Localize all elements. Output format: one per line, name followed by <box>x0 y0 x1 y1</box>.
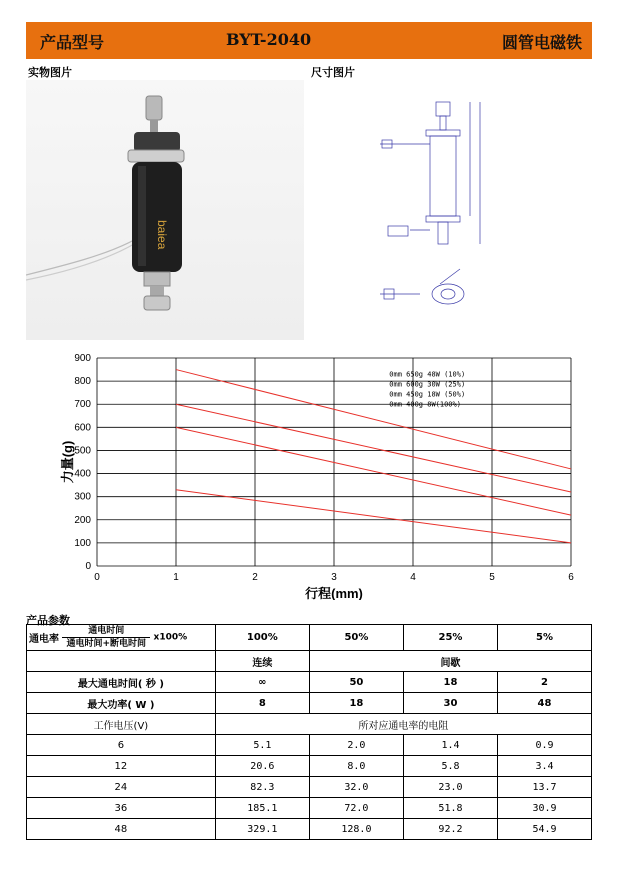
empty-cell <box>27 651 216 672</box>
duty-label-cell <box>27 625 216 651</box>
duty-cell: 50% <box>309 625 403 651</box>
resistance-cell: 13.7 <box>497 777 591 798</box>
time-cell: ∞ <box>215 672 309 693</box>
resistance-cell: 30.9 <box>497 798 591 819</box>
voltage-cell: 48 <box>27 819 216 840</box>
time-cell: 18 <box>403 672 497 693</box>
dimension-section-label: 尺寸图片 <box>311 66 355 79</box>
time-cell: 50 <box>309 672 403 693</box>
resistance-cell: 20.6 <box>215 756 309 777</box>
power-cell: 48 <box>497 693 591 714</box>
resistance-cell: 128.0 <box>309 819 403 840</box>
x-tick-label: 4 <box>410 572 416 583</box>
duty-denominator: 通电时间+断电时间 <box>66 639 147 649</box>
title-banner <box>26 22 592 59</box>
y-tick-label: 100 <box>74 537 91 549</box>
resistance-cell: 51.8 <box>403 798 497 819</box>
resistance-cell: 92.2 <box>403 819 497 840</box>
y-tick-label: 200 <box>74 514 91 526</box>
product-type: 圆管电磁铁 <box>501 33 582 52</box>
y-tick-label: 0 <box>85 561 91 572</box>
spec-table <box>26 624 592 840</box>
legend-entry: 0mm 450g 18W (50%) <box>389 390 466 399</box>
y-tick-label: 400 <box>74 468 91 480</box>
x-tick-label: 2 <box>252 572 258 583</box>
photo-section-label: 实物图片 <box>28 66 72 79</box>
duty-cell: 25% <box>403 625 497 651</box>
series-line <box>176 427 571 515</box>
force-stroke-chart <box>60 350 580 600</box>
params-section-label: 产品参数 <box>26 614 70 627</box>
resistance-cell: 72.0 <box>309 798 403 819</box>
x-tick-label: 5 <box>489 572 495 583</box>
power-cell: 30 <box>403 693 497 714</box>
x-tick-label: 0 <box>94 572 100 583</box>
y-tick-label: 300 <box>74 491 91 503</box>
resistance-cell: 0.9 <box>497 735 591 756</box>
voltage-cell: 12 <box>27 756 216 777</box>
y-tick-label: 900 <box>74 353 91 364</box>
resistance-cell: 23.0 <box>403 777 497 798</box>
y-axis-label: 力量(g) <box>60 440 75 484</box>
series-line <box>176 490 571 543</box>
voltage-header: 工作电压(V) <box>27 714 216 735</box>
y-tick-label: 600 <box>74 422 91 434</box>
resistance-cell: 2.0 <box>309 735 403 756</box>
x-axis-label: 行程(mm) <box>305 586 363 600</box>
dimension-drawing <box>370 84 510 314</box>
power-cell: 18 <box>309 693 403 714</box>
voltage-cell: 24 <box>27 777 216 798</box>
resistance-cell: 185.1 <box>215 798 309 819</box>
resistance-cell: 5.8 <box>403 756 497 777</box>
duty-cell: 100% <box>215 625 309 651</box>
duty-multiplier: x100% <box>153 632 188 643</box>
legend-entry: 0mm 400g 8W(100%) <box>389 400 461 409</box>
max-time-label: 最大通电时间( 秒 ) <box>27 672 216 693</box>
series-line <box>176 404 571 492</box>
resistance-cell: 54.9 <box>497 819 591 840</box>
legend-entry: 0mm 600g 30W (25%) <box>389 380 466 389</box>
resistance-cell: 8.0 <box>309 756 403 777</box>
x-tick-label: 1 <box>173 572 179 583</box>
legend-entry: 0mm 650g 48W (10%) <box>389 370 466 379</box>
mode-continuous: 连续 <box>215 651 309 672</box>
resistance-cell: 1.4 <box>403 735 497 756</box>
duty-label: 通电率 <box>29 634 59 645</box>
resistance-cell: 3.4 <box>497 756 591 777</box>
photo-logo-text: baiea <box>155 220 169 250</box>
resistance-cell: 32.0 <box>309 777 403 798</box>
mode-intermittent: 间歇 <box>309 651 591 672</box>
product-photo <box>26 80 304 340</box>
max-power-label: 最大功率( W ) <box>27 693 216 714</box>
model-number: BYT-2040 <box>226 30 312 49</box>
duty-numerator: 通电时间 <box>62 625 150 638</box>
duty-formula <box>62 625 150 650</box>
voltage-cell: 6 <box>27 735 216 756</box>
y-tick-label: 700 <box>74 399 91 411</box>
series-line <box>176 370 571 469</box>
resistance-header: 所对应通电率的电阻 <box>215 714 591 735</box>
time-cell: 2 <box>497 672 591 693</box>
x-tick-label: 6 <box>568 572 574 583</box>
duty-cell: 5% <box>497 625 591 651</box>
power-cell: 8 <box>215 693 309 714</box>
x-tick-label: 3 <box>331 572 337 583</box>
resistance-cell: 82.3 <box>215 777 309 798</box>
resistance-cell: 329.1 <box>215 819 309 840</box>
voltage-cell: 36 <box>27 798 216 819</box>
y-tick-label: 500 <box>74 445 91 457</box>
resistance-cell: 5.1 <box>215 735 309 756</box>
product-model-label: 产品型号 <box>40 33 105 52</box>
y-tick-label: 800 <box>74 376 91 388</box>
